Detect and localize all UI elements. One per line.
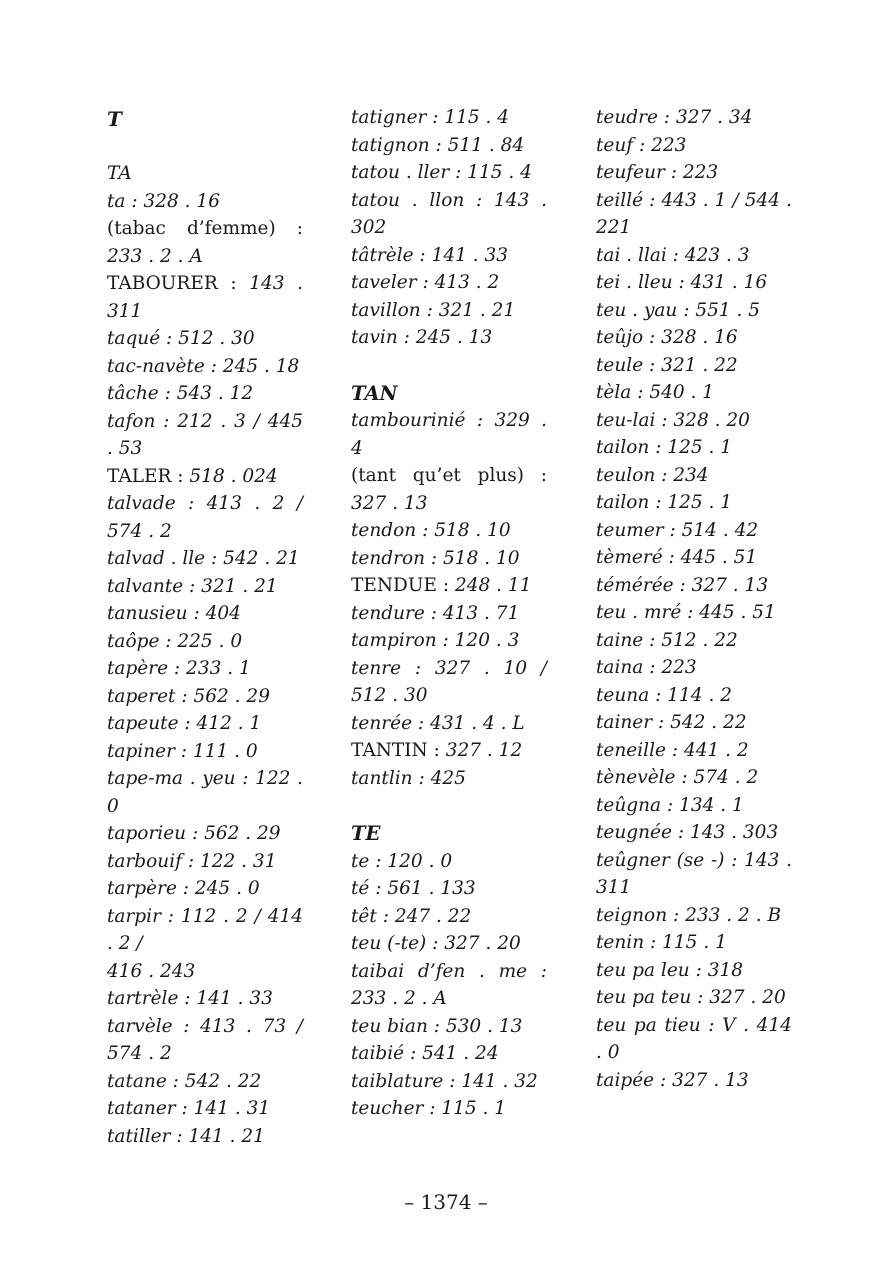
index-entry xyxy=(596,984,792,1012)
entry-reference: 327 . 13 xyxy=(351,492,428,514)
entry-reference: 122 . 31 xyxy=(199,850,277,872)
entry-headword: tac-navète : xyxy=(107,355,223,377)
entry-headword: tèmeré : xyxy=(596,547,681,568)
entry-headword: teu-lai : xyxy=(596,409,674,431)
index-section-heading: TAN xyxy=(351,381,398,405)
entry-reference: 212 . 3 / 445 . 53 xyxy=(107,410,304,459)
index-entry xyxy=(351,104,547,132)
entry-reference: 143 . 303 xyxy=(689,822,779,843)
index-entry xyxy=(596,572,792,600)
entry-reference: 125 . 1 xyxy=(667,437,733,458)
entry-headword: taperet : xyxy=(107,685,194,707)
index-entry xyxy=(107,1095,303,1123)
entry-reference: 413 . 73 / 574 . 2 xyxy=(107,1015,303,1064)
entry-reference: 518 . 10 xyxy=(443,547,520,569)
entry-headword: tapeute : xyxy=(107,713,197,734)
entry-headword: tènevèle : xyxy=(596,767,694,788)
entry-headword: tapère : xyxy=(107,658,187,679)
entry-reference: 328 . 20 xyxy=(673,409,750,431)
index-entry xyxy=(351,132,547,160)
entry-reference: 329 . 4 xyxy=(351,410,548,459)
index-entry xyxy=(107,765,303,820)
entry-headword: taôpe : xyxy=(107,630,178,652)
entry-reference: 413 . 2 / 574 . 2 xyxy=(107,493,303,542)
entry-reference: 234 xyxy=(673,464,709,486)
entry-headword: TANTIN : xyxy=(351,740,446,761)
index-entry xyxy=(351,710,547,738)
entry-reference: 223 xyxy=(651,134,687,156)
index-entry xyxy=(596,517,792,545)
entry-reference: V . 414 . 0 xyxy=(596,1014,792,1063)
entry-headword: têt : xyxy=(351,905,395,927)
entry-headword: teufeur : xyxy=(596,162,683,183)
entry-headword: ta : xyxy=(107,190,144,212)
entry-headword: teule : xyxy=(596,354,662,376)
entry-reference: 443 . 1 / 544 . 221 xyxy=(596,189,792,238)
index-entry xyxy=(596,297,792,325)
index-entry xyxy=(107,655,303,683)
entry-reference: 120 . 3 xyxy=(454,630,520,651)
entry-reference: 143 . 311 xyxy=(107,273,303,322)
entry-reference: 111 . 0 xyxy=(192,740,258,762)
entry-headword: teu pa teu : xyxy=(596,987,710,1008)
entry-headword: tataner : xyxy=(107,1098,194,1119)
index-entry xyxy=(596,379,792,407)
entry-reference: 518 . 024 xyxy=(189,465,278,487)
index-entry xyxy=(596,682,792,710)
index-entry xyxy=(596,242,792,270)
entry-reference: 143 . 311 xyxy=(596,849,793,898)
entry-headword: tendron : xyxy=(351,547,444,569)
entry-reference: 404 xyxy=(205,603,241,624)
index-entry xyxy=(596,847,792,902)
entry-headword: teu bian : xyxy=(351,1015,446,1037)
entry-reference: 141 . 33 xyxy=(196,988,273,1009)
entry-headword: teûgna : xyxy=(596,794,680,816)
index-entry xyxy=(351,1013,547,1041)
index-entry xyxy=(351,462,547,517)
index-entry xyxy=(351,187,547,242)
index-entry xyxy=(596,269,792,297)
entry-reference: 416 . 243 xyxy=(107,960,196,982)
entry-reference: 321 . 22 xyxy=(661,354,738,376)
index-entry xyxy=(596,407,792,435)
index-entry xyxy=(596,929,792,957)
entry-reference: 223 xyxy=(661,657,697,678)
index-entry xyxy=(351,269,547,297)
entry-reference: 120 . 0 xyxy=(387,850,453,872)
index-entry xyxy=(596,792,792,820)
entry-reference: 574 . 2 xyxy=(693,767,759,788)
entry-reference: 441 . 2 xyxy=(683,739,749,761)
entry-reference: 561 . 133 xyxy=(387,878,476,899)
entry-reference: 122 . 0 xyxy=(107,768,303,817)
entry-reference: 514 . 42 xyxy=(681,519,759,541)
entry-headword: tainer : xyxy=(596,712,671,733)
entry-reference: 431 . 16 xyxy=(690,272,768,293)
entry-reference: 542 . 21 xyxy=(223,548,300,569)
index-entry xyxy=(107,490,303,545)
index-entry xyxy=(596,324,792,352)
entry-headword: TABOURER : xyxy=(107,273,250,294)
entry-headword: tarpir : xyxy=(107,905,181,927)
index-entry xyxy=(351,903,547,931)
index-entry xyxy=(351,737,547,765)
entry-headword: teu pa tieu : xyxy=(596,1014,723,1036)
index-section-heading: TA xyxy=(107,163,132,184)
entry-headword: talvade : xyxy=(107,493,207,514)
index-entry xyxy=(596,132,792,160)
entry-headword: tâtrèle : xyxy=(351,244,432,266)
index-column-3 xyxy=(596,104,792,1094)
entry-headword: teudre : xyxy=(596,107,676,128)
entry-reference: 328 . 16 xyxy=(143,190,220,212)
entry-headword: tatou . llon : xyxy=(351,189,495,211)
entry-headword: taibié : xyxy=(351,1043,423,1064)
index-entry xyxy=(107,820,303,848)
entry-headword: tenin : xyxy=(596,932,663,953)
entry-headword: teuf : xyxy=(596,134,652,156)
entry-reference: 225 . 0 xyxy=(177,630,243,652)
section-spacer xyxy=(351,352,547,380)
index-entry xyxy=(107,985,303,1013)
entry-headword: (tabac d’femme) : xyxy=(107,218,303,239)
entry-reference: 223 xyxy=(682,162,719,183)
entry-headword: teûgner (se -) : xyxy=(596,849,745,871)
entry-reference: 233 . 2 . B xyxy=(685,904,782,926)
entry-reference: 115 . 1 xyxy=(662,932,727,953)
index-entry xyxy=(596,819,792,847)
index-entry xyxy=(107,710,303,738)
entry-reference: 327 . 13 xyxy=(691,574,769,596)
index-entry xyxy=(596,434,792,462)
entry-reference: 512 . 30 xyxy=(178,328,255,349)
index-entry xyxy=(351,875,547,903)
entry-reference: 233 . 1 xyxy=(186,658,251,679)
entry-headword: TENDUE : xyxy=(351,575,455,596)
index-entry xyxy=(107,573,303,601)
entry-reference: 143 . 302 xyxy=(351,189,547,238)
entry-reference: 518 . 10 xyxy=(434,520,511,541)
index-entry xyxy=(351,572,547,600)
entry-reference: 540 . 1 xyxy=(649,382,715,403)
entry-reference: 115 . 4 xyxy=(467,162,532,183)
entry-headword: tenrée : xyxy=(351,712,431,734)
index-entry xyxy=(351,1068,547,1096)
index-entry xyxy=(351,848,547,876)
index-entry xyxy=(351,765,547,793)
entry-headword: tèla : xyxy=(596,382,650,403)
entry-reference: 327 . 13 xyxy=(672,1069,749,1091)
index-entry xyxy=(351,545,547,573)
entry-reference: 423 . 3 xyxy=(684,244,750,266)
entry-headword: tei . lleu : xyxy=(596,272,691,293)
index-entry xyxy=(351,517,547,545)
index-entry xyxy=(596,654,792,682)
index-entry xyxy=(351,1040,547,1068)
entry-reference: 141 . 31 xyxy=(193,1098,271,1119)
index-entry xyxy=(351,627,547,655)
entry-reference: 562 . 29 xyxy=(204,823,281,844)
entry-reference: 328 . 16 xyxy=(661,327,738,348)
entry-headword: té : xyxy=(351,878,388,899)
entry-headword: tendon : xyxy=(351,520,435,541)
entry-reference: 412 . 1 xyxy=(196,713,262,734)
entry-headword: TALER : xyxy=(107,465,190,487)
index-entry xyxy=(107,683,303,711)
page-number: – 1374 – xyxy=(404,1190,488,1214)
index-entry xyxy=(351,930,547,958)
entry-headword: teneille : xyxy=(596,739,684,761)
index-entry xyxy=(107,463,303,491)
entry-reference: 327 . 10 / 512 . 30 xyxy=(351,657,547,706)
index-entry xyxy=(107,600,303,628)
entry-reference: 541 . 24 xyxy=(422,1043,499,1064)
entry-reference: 327 . 12 xyxy=(445,740,523,761)
index-entry xyxy=(596,544,792,572)
entry-headword: tantlin : xyxy=(351,767,431,789)
index-entry xyxy=(107,215,303,270)
index-entry xyxy=(107,958,303,986)
index-entry xyxy=(107,875,303,903)
entry-headword: teu (-te) : xyxy=(351,933,445,954)
entry-headword: tai . llai : xyxy=(596,244,685,266)
index-entry xyxy=(107,188,303,216)
index-entry xyxy=(351,242,547,270)
entry-headword: talvad . lle : xyxy=(107,548,224,569)
entry-reference: 445 . 51 xyxy=(699,602,776,623)
entry-reference: 112 . 2 / 414 . 2 / xyxy=(107,905,304,954)
entry-reference: 327 . 20 xyxy=(709,987,786,1008)
section-spacer xyxy=(351,792,547,820)
entry-reference: 233 . 2 . A xyxy=(107,245,203,267)
entry-reference: 562 . 29 xyxy=(193,685,270,707)
entry-headword: talvante : xyxy=(107,575,202,597)
entry-headword: tatane : xyxy=(107,1070,185,1092)
index-entry xyxy=(596,104,792,132)
entry-headword: teu . yau : xyxy=(596,299,696,321)
entry-reference: 542 . 22 xyxy=(184,1070,262,1092)
index-letter-heading: T xyxy=(107,107,122,131)
entry-reference: 245 . 13 xyxy=(415,327,493,348)
entry-headword: tartrèle : xyxy=(107,988,197,1009)
entry-reference: 247 . 22 xyxy=(394,905,472,927)
entry-headword: teulon : xyxy=(596,464,674,486)
index-entry xyxy=(596,764,792,792)
entry-headword: teugnée : xyxy=(596,822,690,843)
index-entry xyxy=(596,489,792,517)
index-entry xyxy=(351,1095,547,1123)
entry-headword: tatignon : xyxy=(351,134,448,156)
index-entry xyxy=(596,709,792,737)
entry-headword: tarpère : xyxy=(107,878,195,899)
entry-headword: témérée : xyxy=(596,574,692,596)
entry-headword: tavin : xyxy=(351,327,416,348)
entry-headword: tafon : xyxy=(107,410,178,432)
entry-reference: 413 . 2 xyxy=(434,272,500,293)
entry-reference: 115 . 1 xyxy=(441,1098,507,1119)
entry-reference: 431 . 4 . L xyxy=(430,712,525,734)
entry-reference: 321 . 21 xyxy=(201,575,278,597)
entry-headword: teuna : xyxy=(596,684,668,706)
entry-reference: 141 . 21 xyxy=(188,1125,265,1147)
index-section-heading: TE xyxy=(351,822,381,845)
entry-reference: 248 . 11 xyxy=(454,575,532,596)
entry-reference: 445 . 51 xyxy=(680,547,758,568)
entry-headword: taporieu : xyxy=(107,823,205,844)
entry-headword: te : xyxy=(351,850,388,872)
entry-headword: tarbouif : xyxy=(107,850,200,872)
entry-headword: teumer : xyxy=(596,519,682,541)
index-entry xyxy=(596,957,792,985)
index-entry xyxy=(351,600,547,628)
entry-reference: 542 . 22 xyxy=(670,712,747,733)
index-entry xyxy=(596,737,792,765)
entry-headword: taiblature : xyxy=(351,1070,462,1092)
index-entry xyxy=(596,462,792,490)
entry-headword: teûjo : xyxy=(596,327,662,348)
entry-headword: tapiner : xyxy=(107,740,193,762)
entry-reference: 327 . 34 xyxy=(675,107,753,128)
index-entry xyxy=(351,407,547,462)
entry-reference: 125 . 1 xyxy=(667,492,733,513)
index-entry xyxy=(107,408,303,463)
entry-headword: taina : xyxy=(596,657,662,678)
entry-headword: teucher : xyxy=(351,1098,442,1119)
entry-reference: 511 . 84 xyxy=(447,134,525,156)
entry-headword: tatou . ller : xyxy=(351,162,468,183)
entry-reference: 318 xyxy=(707,959,744,981)
entry-headword: teu . mré : xyxy=(596,602,700,623)
entry-headword: teillé : xyxy=(596,189,662,211)
entry-reference: 245 . 0 xyxy=(194,878,260,899)
index-entry xyxy=(596,599,792,627)
entry-headword: taipée : xyxy=(596,1069,673,1091)
entry-reference: 512 . 22 xyxy=(661,629,738,651)
index-entry xyxy=(351,159,547,187)
entry-reference: 114 . 2 xyxy=(667,684,732,706)
entry-headword: tatigner : xyxy=(351,107,445,128)
index-entry xyxy=(107,1013,303,1068)
index-entry xyxy=(596,159,792,187)
entry-reference: 321 . 21 xyxy=(438,299,516,321)
index-entry xyxy=(107,1123,303,1151)
entry-headword: tailon : xyxy=(596,437,668,458)
entry-headword: tarvèle : xyxy=(107,1015,201,1037)
index-entry xyxy=(107,1068,303,1096)
entry-reference: 551 . 5 xyxy=(695,299,761,321)
index-entry xyxy=(596,1012,792,1067)
entry-reference: 413 . 71 xyxy=(442,602,520,624)
index-entry xyxy=(107,545,303,573)
index-entry xyxy=(351,958,547,1013)
entry-headword: taibai d’fen . me : xyxy=(351,960,547,982)
entry-reference: 141 . 33 xyxy=(431,244,509,266)
entry-headword: teignon : xyxy=(596,904,686,926)
index-entry xyxy=(351,655,547,710)
entry-reference: 141 . 32 xyxy=(461,1070,538,1092)
entry-reference: 530 . 13 xyxy=(445,1015,523,1037)
entry-headword: taveler : xyxy=(351,272,435,293)
index-entry xyxy=(596,902,792,930)
entry-headword: tâche : xyxy=(107,383,177,404)
entry-headword: tendure : xyxy=(351,602,443,624)
entry-headword: (tant qu’et plus) : xyxy=(351,465,547,486)
index-entry xyxy=(107,353,303,381)
index-entry xyxy=(107,380,303,408)
index-column-1 xyxy=(107,104,303,1150)
index-entry xyxy=(107,628,303,656)
entry-headword: teu pa leu : xyxy=(596,959,708,981)
entry-reference: 115 . 4 xyxy=(444,107,510,128)
index-entry xyxy=(107,325,303,353)
index-entry xyxy=(107,848,303,876)
entry-headword: tatiller : xyxy=(107,1125,189,1147)
entry-headword: tanusieu : xyxy=(107,603,206,624)
entry-headword: tampiron : xyxy=(351,630,455,651)
entry-headword: taine : xyxy=(596,629,662,651)
entry-reference: 425 xyxy=(430,767,466,789)
index-entry xyxy=(596,187,792,242)
index-entry xyxy=(596,627,792,655)
entry-headword: tailon : xyxy=(596,492,668,513)
entry-headword: taqué : xyxy=(107,328,179,349)
entry-headword: tavillon : xyxy=(351,299,439,321)
entry-reference: 327 . 20 xyxy=(444,933,521,954)
index-entry xyxy=(596,1067,792,1095)
entry-reference: 245 . 18 xyxy=(222,355,300,377)
index-entry xyxy=(107,738,303,766)
index-entry xyxy=(596,352,792,380)
index-entry xyxy=(351,324,547,352)
entry-headword: tambourinié : xyxy=(351,410,495,431)
index-entry xyxy=(351,297,547,325)
entry-reference: 543 . 12 xyxy=(176,383,254,404)
index-entry xyxy=(107,270,303,325)
entry-reference: 134 . 1 xyxy=(679,794,744,816)
entry-headword: tape-ma . yeu : xyxy=(107,768,256,789)
index-entry xyxy=(107,903,303,958)
index-column-2 xyxy=(351,104,547,1123)
entry-headword: tenre : xyxy=(351,657,435,679)
entry-reference: 233 . 2 . A xyxy=(351,988,447,1009)
